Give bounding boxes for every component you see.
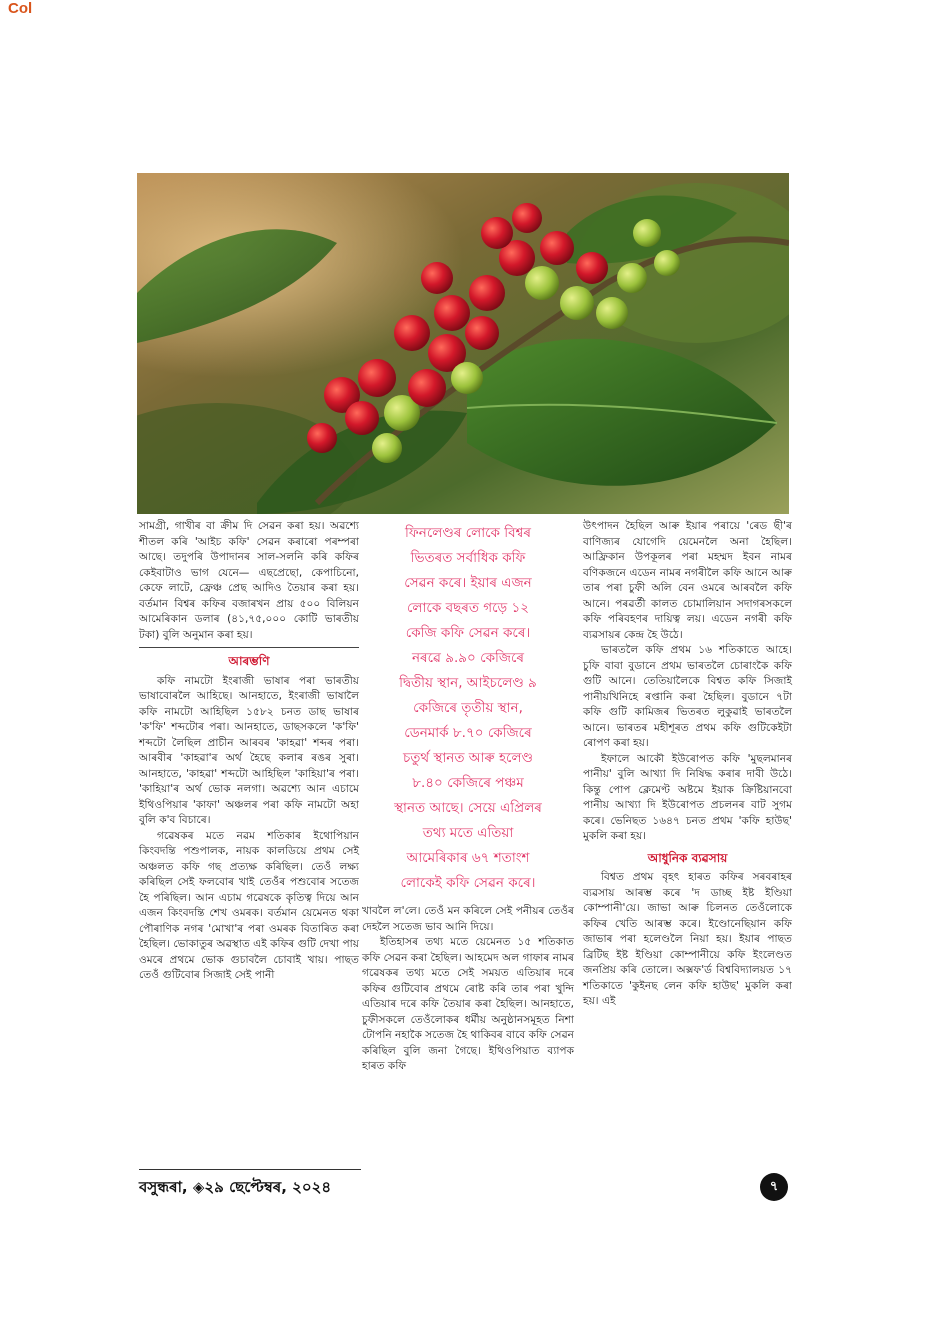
column1-paragraph-3: গৱেষকৰ মতে নৱম শতিকাৰ ইথোপিয়ান কিংবদন্তি পশুপালক, নায়ক কালডিয়ে প্ৰথম সেই অঞ্চলত কফি গছ প্ৰত্যক্ষ কৰিছিল। তেওঁ লক্ষ্য কৰিছিল সেই ফলবোৰ খাই তেওঁৰ পশুবোৰ সতেজ হৈ পৰিছিল। আন এচাম গৱেষকে কৃতিত্ব দিয়ে আন এজন কিংবদন্তি শেখ ওমৰক। বৰ্তমান য়েমেনত থকা পৌৰাণিক নগৰ 'মোখা'ৰ পৰা ওমৰক বিতাৰিত কৰা হৈছিল। ভোকাতুৰ অৱস্থাত এই কফিৰ গুটি দেখা পায় ওমৰে প্ৰথমে ভোক গুচাবলৈ চোবাই খায়। পাছত তেওঁ গুটিবোৰ সিজাই সেই পানী — [139, 829, 359, 981]
column2-paragraph-2: ইতিহাসৰ তথ্য মতে য়েমেনত ১৫ শতিকাত কফি সেৱন কৰা হৈছিল। আহমেদ অল গাফাৰ নামৰ গৱেষকৰ তথ্য মতে সেই সময়ত এতিয়াৰ দৰে কফিৰ গুটিবোৰ প্ৰথমে ৰোষ্ট কৰি তাৰ পৰা খুন্দি এতিয়াৰ দৰে কফি তৈয়াৰ কৰা হৈছিল। আনহাতে, চুফীসকলে তেওঁলোকৰ ধৰ্মীয় অনুষ্ঠানসমূহত নিশা টোপনি নহাকৈ সতেজ হৈ থাকিবৰ বাবে কফি সেৱন কৰিছিল বুলি জনা গৈছে। ইথিওপিয়াত ব্যাপক হাৰত কফি — [362, 936, 574, 1072]
pull-quote-line: সেৱন কৰে। ইয়াৰ এজন — [404, 575, 532, 591]
coffee-cherries-photo — [137, 173, 789, 514]
column1-paragraph-2: কফি নামটো ইংৰাজী ভাষাৰ পৰা ভাৰতীয় ভাষাবোৰলৈ আহিছে। আনহাতে, ইংৰাজী ভাষালৈ কফি নামটো আহিছিল ১৫৮২ চনত ডাছ ভাষাৰ 'ক'ফি' শব্দটোৰ পৰা। আনহাতে, ডাছসকলে 'ক'ফি' শব্দটো লৈছিল প্ৰাচীন আৰবৰ 'কাহৱা' শব্দৰ পৰা। আৰবীৰ 'কাহৱা'ৰ অৰ্থ হৈছে কলাৰ ৰঙৰ সুৰা। আনহাতে, 'কাহৱা' শব্দটো আহিছিল 'কাহিয়া'ৰ পৰা। 'কাহিয়া'ৰ অৰ্থ ভোক নলগা। অৱশ্যে আন এচামে ইথিওপিয়াৰ 'কাফা' অঞ্চলৰ পৰা কফি নামটো অহা বুলি ক'ব বিচাৰে। — [139, 674, 359, 826]
pull-quote-line: চতুৰ্থ স্থানত আৰু হলেণ্ড — [402, 750, 533, 766]
pull-quote-line: ভিতৰত সৰ্বাধিক কফি — [410, 550, 526, 566]
footer-rule — [139, 1169, 361, 1170]
article-column-1 — [139, 519, 359, 984]
pull-quote-line: কেজি কফি সেৱন কৰে। — [405, 625, 531, 641]
article-column-2 — [362, 904, 574, 1075]
pull-quote-line: আমেৰিকাৰ ৬৭ শতাংশ — [406, 850, 530, 866]
pull-quote-line: ডেনমাৰ্ক ৮.৭০ কেজিৰে — [404, 725, 532, 741]
pull-quote-line: নৰৱে ৯.৯০ কেজিৰে — [411, 650, 525, 666]
heading-rule — [139, 647, 359, 648]
pull-quote-line: ফিনলেণ্ডৰ লোকে বিশ্বৰ — [405, 525, 531, 541]
pull-quote — [362, 521, 574, 896]
pull-quote-line: ৮.৪০ কেজিৰে পঞ্চম — [412, 775, 524, 791]
column1-paragraph-1: সামগ্ৰী, গাখীৰ বা ক্ৰীম দি সেৱন কৰা হয়। অৱশ্যে শীতল কৰি 'আইচ কফি' সেৱন কৰাৰো পৰম্পৰা আছে। তদুপৰি উপাদানৰ সাল-সলনি কৰি কফিৰ কেইবাটাও ভাগ যেনে— এছপ্ৰেছো, কেপাচিনো, কেফে লাটে, ফ্ৰেঞ্চ প্ৰেছ আদিও তৈয়াৰ কৰা হয়। বৰ্তমান বিশ্বৰ কফিৰ বজাৰখন প্ৰায় ৫০০ বিলিয়ন আমেৰিকান ডলাৰ (৪১,৭৫,০০০ কোটি ভাৰতীয় টকা) বুলি অনুমান কৰা হয়। — [139, 520, 359, 641]
column3-paragraph-1: উৎপাদন হৈছিল আৰু ইয়াৰ পৰায়ে 'ৰেড ছী'ৰ বাণিজ্যৰ যোগেদি য়েমেনলৈ অনা হৈছিল। আফ্ৰিকান উপকূলৰ পৰা মহম্মদ ইবন নামৰ বণিকজনে এডেন নামৰ নগৰীলৈ কফি আনে আৰু তাৰ পৰা চুফী অলি বেন ওমৰে আৰবলৈ কফি আনে। পৰৱৰ্তী কালত চোমালিয়ান সদাগৰসকলে কফি পৰিবহণৰ দায়িত্ব লয়। এডেন নগৰী কফি ব্যৱসায়ৰ কেন্দ্ৰ হৈ উঠে। — [583, 520, 792, 641]
column3-paragraph-4: বিশ্বত প্ৰথম বৃহৎ হাৰত কফিৰ সৰবৰাহৰ ব্যৱসায় আৰম্ভ কৰে 'দ ডাচ্ছ ইষ্ট ইণ্ডিয়া কোম্পানী'য়ে। জাভা আৰু চিলনত তেওঁলোকে কফিৰ খেতি আৰম্ভ কৰে। ইণ্ডোনেছিয়ান কফি জাভাৰ পৰা হলেণ্ডলৈ নিয়া হয়। ইয়াৰ পাছত ব্ৰিটিছ ইষ্ট ইণ্ডিয়া কোম্পানীয়ে কফি ইংলেণ্ডত জনপ্ৰিয় কৰি তোলে। অক্সফ'ৰ্ড বিশ্ববিদ্যালয়ত ১৭ শতিকাতে 'কুইনছ লেন কফি হাউছ' মুকলি কৰা হয়। এই — [583, 871, 792, 1007]
section-heading-beginning: আৰম্ভণি — [228, 654, 270, 668]
pull-quote-line: লোকে বছৰত গড়ে ১২ — [406, 600, 530, 616]
pull-quote-line: স্থানত আছে। সেয়ে এপ্ৰিলৰ — [394, 800, 542, 816]
pull-quote-line: দ্বিতীয় স্থান, আইচলেণ্ড ৯ — [399, 675, 537, 691]
section-heading-modern-business: আধুনিক ব্যৱসায় — [647, 850, 728, 865]
page-number-badge: ৭ — [760, 1173, 788, 1201]
pull-quote-line: তথ্য মতে এতিয়া — [422, 825, 514, 841]
column3-paragraph-3: ইফালে আকৌ ইউৰোপত কফি 'মুছলমানৰ পানীয়' বুলি আখ্যা দি নিষিদ্ধ কৰাৰ দাবী উঠে। কিন্তু পোপ ক্লেমেণ্ট অষ্টমে ইয়াক ক্ৰিষ্টিয়ানবো পানীয় আখ্যা দি ইউৰোপত প্ৰচলনৰ বাট সুগম কৰে। ভেনিছত ১৬৪৭ চনত প্ৰথম 'কফি হাউছ' মুকলি কৰা হয়। — [583, 752, 792, 842]
column2-paragraph-1: খাবলৈ ল'লে। তেওঁ মন কৰিলে সেই পনীয়ৰ তেওঁৰ দেহলৈ সতেজ ভাব আনি দিয়ে। — [362, 905, 574, 933]
article-column-3 — [583, 519, 792, 1010]
pull-quote-line: লোকেই কফি সেৱন কৰে। — [400, 875, 536, 891]
footer-magazine-title: বসুন্ধৰা, ◈২৯ ছেপ্টেম্বৰ, ২০২৪ — [139, 1178, 332, 1196]
corner-label: Col — [8, 0, 33, 17]
column3-paragraph-2: ভাৰতলৈ কফি প্ৰথম ১৬ শতিকাতে আহে। চুফি বাবা বুডানে প্ৰথম ভাৰতলৈ চোৰাংকৈ কফি গুটি আনে। তেতিয়ালৈকে বিশ্বত কফি সিজাই পানীয়খিনিহে ৰপ্তানি কৰা হৈছিল। বুডানে ৭টা কফি গুটি কামিজৰ ভিতৰত লুকুৱাই ভাৰতলৈ আনে। ভাৰতৰ মহীশূৰত প্ৰথম কফি গুটিকেইটা ৰোপণ কৰা হয়। — [583, 644, 792, 749]
pull-quote-line: কেজিৰে তৃতীয় স্থান, — [413, 700, 523, 716]
